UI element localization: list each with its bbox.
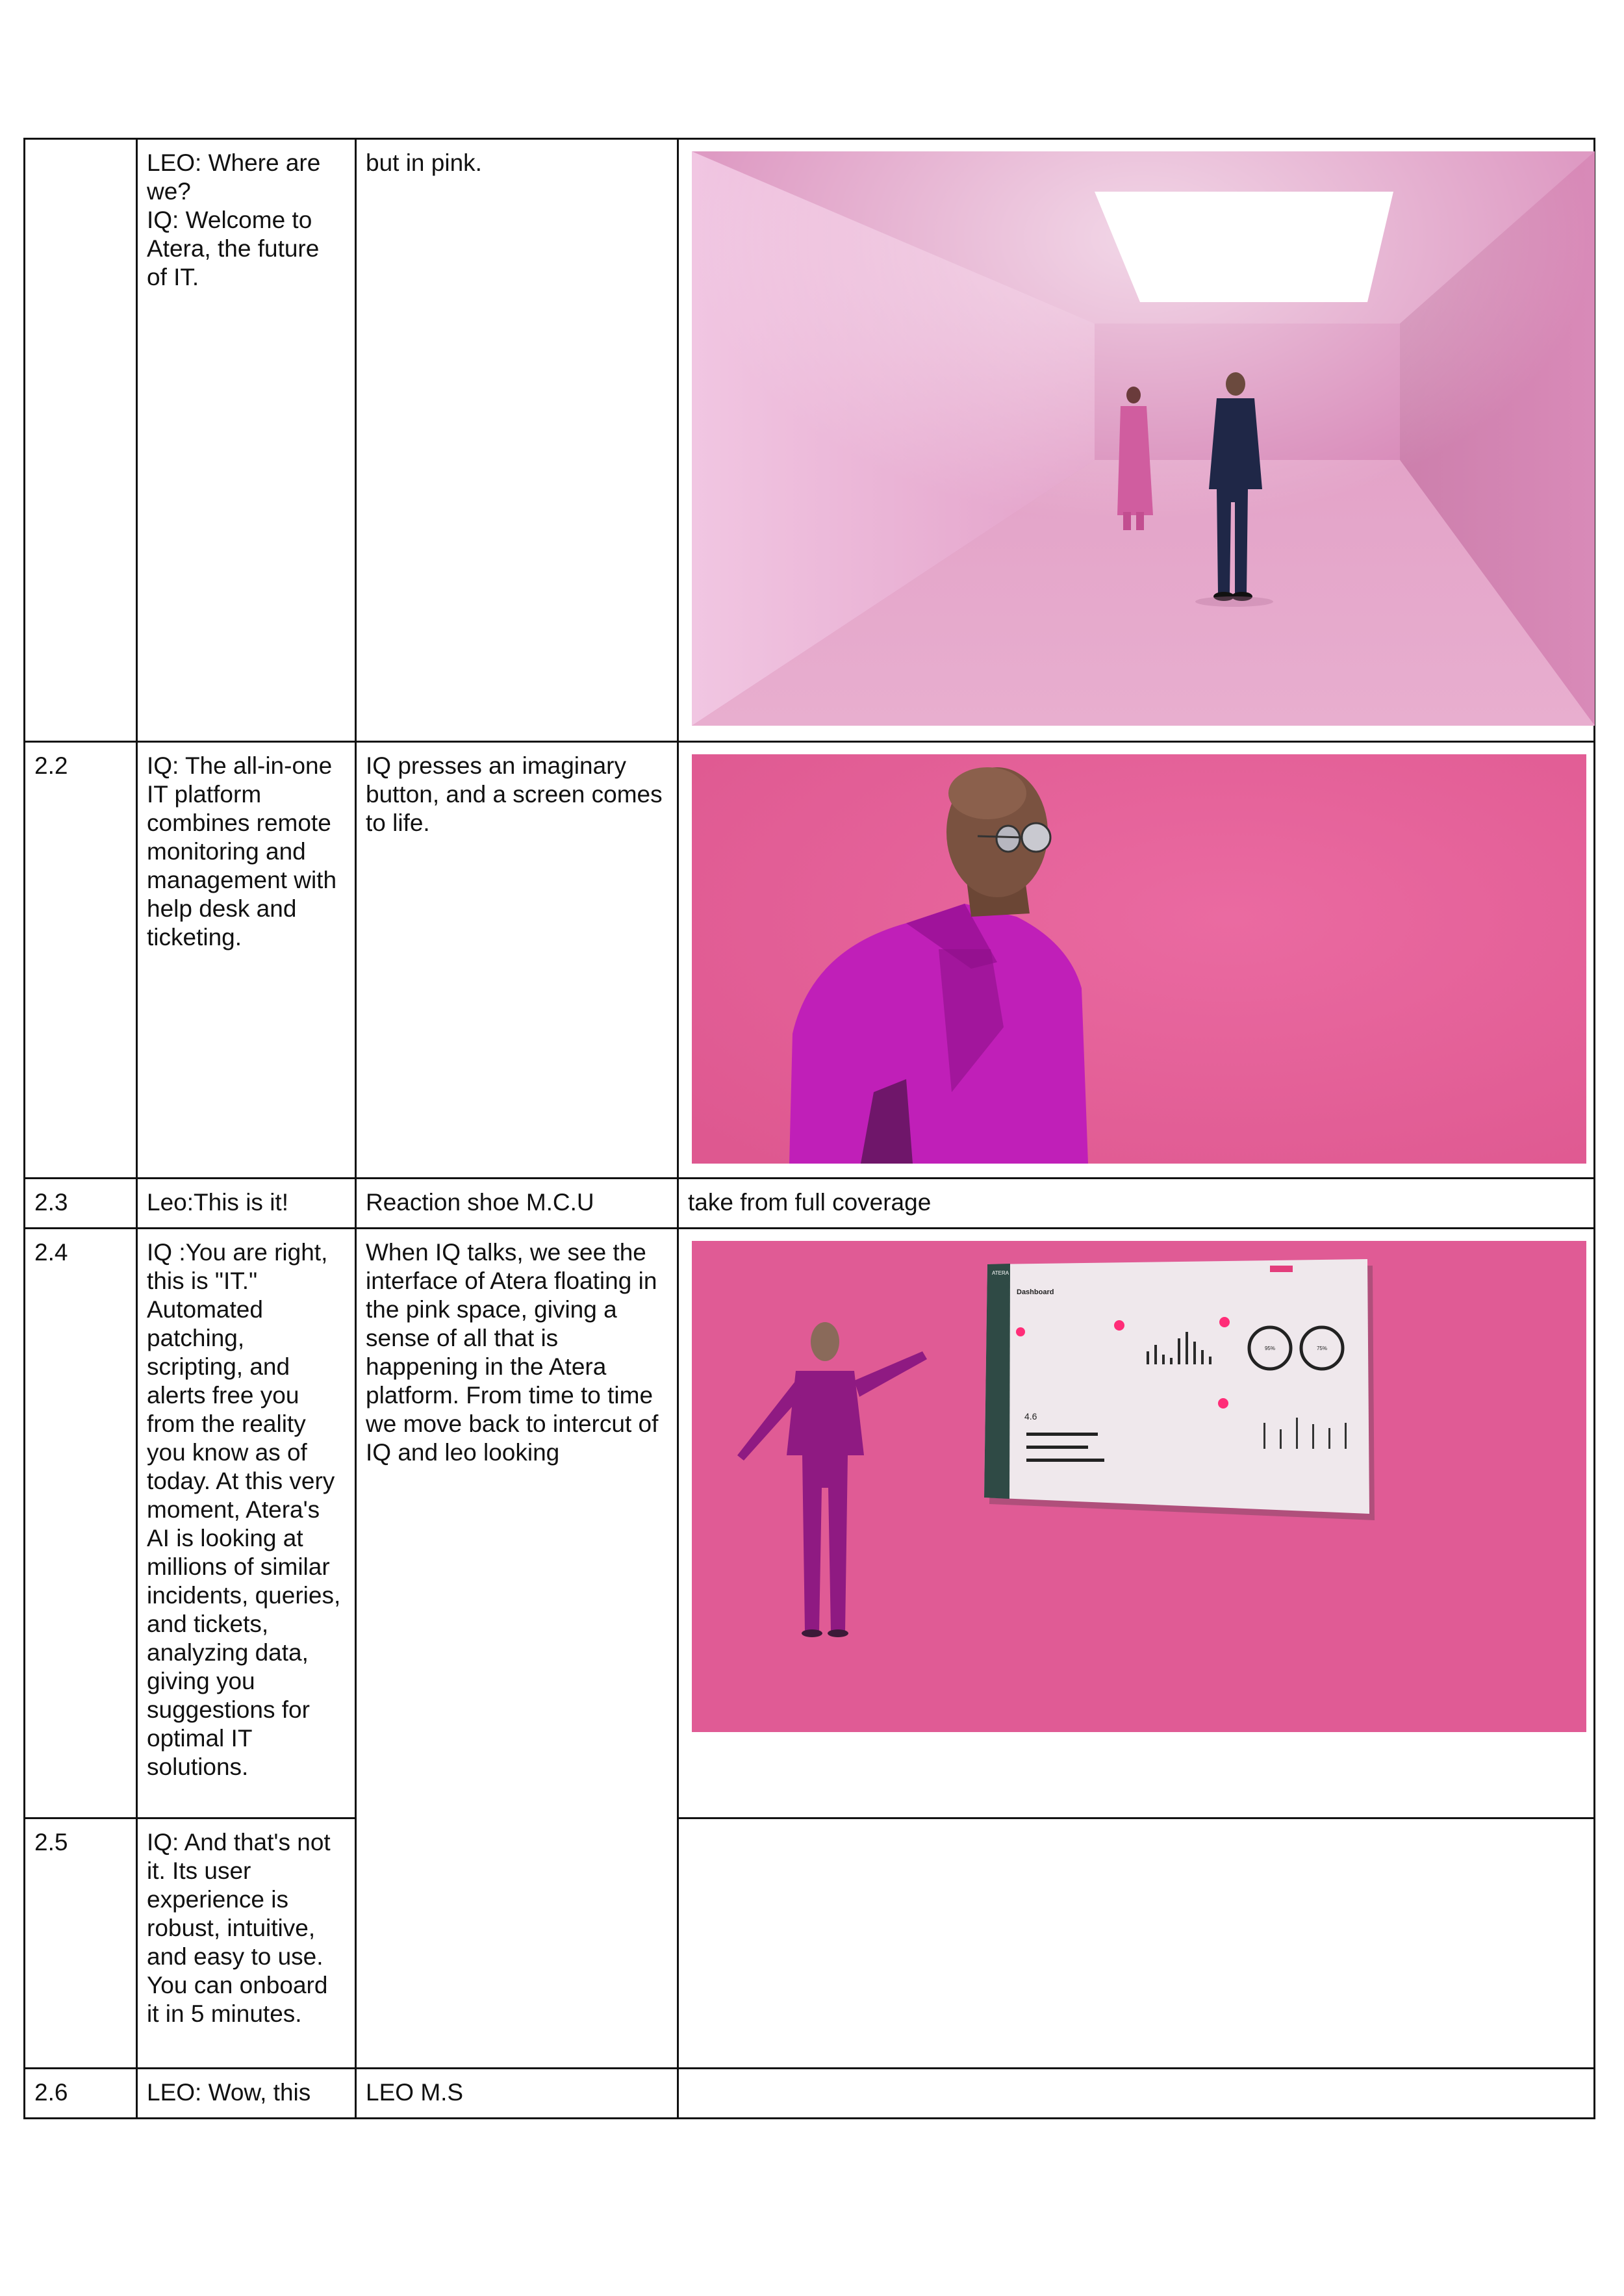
dashboard-brand: ATERA bbox=[992, 1270, 1009, 1276]
shot-number-cell bbox=[25, 2069, 137, 2119]
dialogue-text: LEO: Wow, this bbox=[147, 2079, 311, 2106]
metric-value: 4.6 bbox=[1024, 1411, 1037, 1422]
dialogue-text: IQ: The all-in-one IT platform combines remote monitoring and management with help desk and ticketing. bbox=[147, 752, 344, 950]
action-text: Reaction shoe M.C.U bbox=[366, 1189, 594, 1216]
visual-cell bbox=[678, 742, 1595, 1179]
action-cell bbox=[356, 742, 678, 1179]
iq-closeup-frame bbox=[692, 754, 1586, 1164]
dialogue-cell bbox=[137, 2069, 356, 2119]
pink-room-image bbox=[692, 151, 1595, 726]
dashboard-title: Dashboard bbox=[1017, 1288, 1054, 1296]
visual-cell bbox=[678, 2069, 1595, 2119]
dialogue-text: IQ :You are right, this is "IT." Automated patching, scripting, and alerts free you from the reality you know as of today. At this very moment, Atera's AI is looking at millions of similar incidents, queries, and tickets, analyzing data, giving you suggestions for optimal IT solutions. bbox=[147, 1239, 348, 1780]
action-text: IQ presses an imaginary button, and a screen comes to life. bbox=[366, 752, 669, 836]
shot-number-cell bbox=[25, 139, 137, 742]
shot-number-cell bbox=[25, 1179, 137, 1229]
table-row bbox=[25, 1179, 1595, 1229]
table-row bbox=[25, 139, 1595, 742]
pink-room-frame bbox=[692, 151, 1595, 726]
visual-cell bbox=[678, 1179, 1595, 1229]
shot-number-cell bbox=[25, 742, 137, 1179]
dialogue-cell bbox=[137, 139, 356, 742]
shot-number: 2.5 bbox=[34, 1829, 68, 1856]
dialogue-text: IQ: And that's not it. Its user experience is robust, intuitive, and easy to use. You can onboard it in 5 minutes. bbox=[147, 1829, 337, 2027]
interface-image bbox=[692, 1241, 1586, 1732]
action-cell bbox=[356, 139, 678, 742]
table-row bbox=[25, 742, 1595, 1179]
visual-cell bbox=[678, 1229, 1595, 1818]
shot-number: 2.6 bbox=[34, 2079, 68, 2106]
dialogue-cell bbox=[137, 1229, 356, 1818]
action-cell bbox=[356, 2069, 678, 2119]
visual-cell bbox=[678, 1818, 1595, 2069]
shot-number-cell bbox=[25, 1818, 137, 2069]
dialogue-text: Leo:This is it! bbox=[147, 1189, 288, 1216]
shot-number-cell bbox=[25, 1229, 137, 1818]
action-cell bbox=[356, 1229, 678, 2069]
iq-closeup-image bbox=[692, 754, 1586, 1164]
dialogue-cell bbox=[137, 1179, 356, 1229]
visual-note bbox=[679, 2069, 1593, 2078]
gauge-left-value: 95% bbox=[1264, 1346, 1276, 1351]
dialogue-cell bbox=[137, 1818, 356, 2069]
visual-cell bbox=[678, 139, 1595, 742]
dialogue-cell bbox=[137, 742, 356, 1179]
gauge-right-value: 75% bbox=[1316, 1346, 1328, 1351]
shot-number: 2.2 bbox=[34, 752, 68, 779]
floating-dashboard bbox=[984, 1259, 1375, 1520]
visual-note bbox=[679, 1819, 1593, 1828]
storyboard-table bbox=[23, 138, 1595, 2119]
interface-frame bbox=[692, 1241, 1586, 1732]
action-text: When IQ talks, we see the interface of Atera floating in the pink space, giving a sense of all that is happening in the Atera platform. From time to time we move back to intercut of IQ and leo looking bbox=[366, 1239, 665, 1466]
table-row bbox=[25, 1818, 1595, 2069]
action-text: LEO M.S bbox=[366, 2079, 464, 2106]
shot-number: 2.3 bbox=[34, 1189, 68, 1216]
dialogue-text: LEO: Where are we? IQ: Welcome to Atera, the future of IT. bbox=[147, 149, 321, 290]
table-row bbox=[25, 2069, 1595, 2119]
shot-number: 2.4 bbox=[34, 1239, 68, 1266]
visual-note: take from full coverage bbox=[688, 1189, 932, 1216]
action-cell bbox=[356, 1179, 678, 1229]
table-row bbox=[25, 1229, 1595, 1818]
action-text: but in pink. bbox=[366, 149, 482, 176]
